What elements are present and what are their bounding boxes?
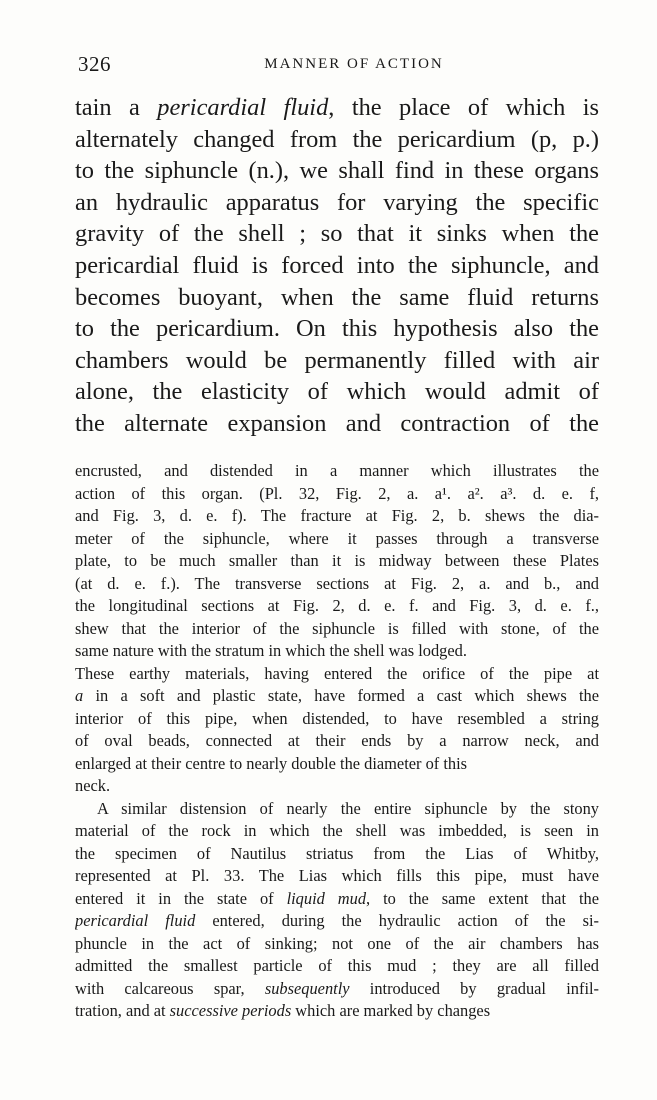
text-line [75,376,599,408]
text-run: represented at Pl. 33. The Lias which fills this pipe, must have [75,866,599,885]
text-run: A similar distension of nearly the entire siphuncle by the stony [97,798,599,818]
text-line [75,218,599,250]
text-run: the alternate expansion and contraction of the [75,409,599,437]
text-run: chambers would be permanently filled with air [75,346,599,374]
text-line [75,345,599,377]
text-run: an hydraulic apparatus for varying the specific [75,188,599,216]
text-run: admitted the smallest particle of this mud ; they are all filled [75,956,599,975]
text-run: , to the same extent that the [366,888,599,908]
text-line [75,955,599,978]
text-line [75,978,599,1001]
text-run: action of this organ. (Pl. 32, Fig. 2, a. a¹. a². a³. d. e. f, [75,483,599,503]
text-line [75,313,599,345]
text-line [75,775,599,798]
text-line [75,124,599,156]
text-line [75,933,599,956]
text-line [75,618,599,641]
italic-phrase: pericardial fluid [157,94,329,121]
text-run: interior of this pipe, when distended, to have resembled a string [75,708,599,728]
text-line [75,505,599,528]
text-run: in a soft and plastic state, have formed a cast which shews the [83,686,599,705]
text-run: introduced by gradual infil- [349,978,599,998]
text-run: entered it in the state of [75,888,287,908]
text-line [75,187,599,219]
footnote-block [75,460,599,1023]
text-line [75,820,599,843]
text-run: to the pericardium. On this hypothesis also the [75,315,599,343]
text-line [75,528,599,551]
text-run: alternately changed from the pericardium (p, p.) [75,125,599,153]
text-line [75,573,599,596]
text-run: These earthy materials, having entered the orifice of the pipe at [75,663,599,683]
text-run: which are marked by changes [291,1001,491,1020]
text-run: shew that the interior of the siphuncle is filled with stone, of the [75,618,599,638]
text-run: with calcareous spar, [75,978,265,998]
text-run: entered, during the hydraulic action of the si- [195,911,599,930]
text-run: meter of the siphuncle, where it passes through a transverse [75,528,599,548]
text-line [75,1000,599,1023]
text-run: plate, to be much smaller than it is midway between these Plates [75,551,599,570]
text-line [75,910,599,933]
text-line [75,595,599,618]
italic-phrase: pericardial fluid [75,911,196,930]
text-run: tain a [75,94,158,121]
text-line [75,640,599,663]
text-line [75,730,599,753]
text-run: of oval beads, connected at their ends by a narrow neck, and [75,731,599,750]
text-run: tration, and at [75,1001,170,1020]
text-run: gravity of the shell ; so that it sinks when the [75,220,599,248]
text-run: the longitudinal sections at Fig. 2, d. e. f. and Fig. 3, d. e. f., [75,596,599,615]
text-line [75,282,599,314]
text-run: material of the rock in which the shell was imbedded, is seen in [75,821,599,840]
text-run: becomes buoyant, when the same fluid returns [75,283,599,311]
text-run: same nature with the stratum in which the shell was lodged. [75,641,467,660]
text-run: enlarged at their centre to nearly double the diameter of this [75,753,468,773]
text-line [75,550,599,573]
text-line [75,685,599,708]
text-line [75,663,599,686]
text-run: pericardial fluid is forced into the siphuncle, and [75,251,599,279]
text-line [75,798,599,821]
main-text-block [75,92,599,440]
text-run: the specimen of Nautilus striatus from the Lias of Whitby, [75,843,599,863]
text-run: phuncle in the act of sinking; not one of the air chambers has [75,933,599,953]
text-line [75,92,599,124]
text-run: (at d. e. f.). The transverse sections at Fig. 2, a. and b., and [75,573,599,593]
text-run: to the siphuncle (n.), we shall find in these organs [75,157,599,185]
italic-phrase: subsequently [264,978,350,998]
page-number: 326 [78,52,111,76]
text-run: encrusted, and distended in a manner which illustrates the [75,461,599,480]
text-run: alone, the elasticity of which would admit of [75,378,599,406]
text-line [75,843,599,866]
page-header [78,52,600,82]
text-run: neck. [75,776,111,795]
text-line [75,888,599,911]
text-run: , the place of which is [328,94,599,121]
text-line [75,155,599,187]
italic-phrase: liquid mud [286,888,367,908]
text-line [75,250,599,282]
text-run: and Fig. 3, d. e. f). The fracture at Fig. 2, b. shews the dia- [75,506,599,525]
text-line [75,753,599,776]
text-line [75,708,599,731]
text-line [75,460,599,483]
italic-phrase: successive periods [169,1001,292,1020]
italic-phrase: a [75,686,84,705]
running-head: MANNER OF ACTION [264,56,444,72]
text-line [75,865,599,888]
text-line [75,483,599,506]
text-line [75,408,599,440]
